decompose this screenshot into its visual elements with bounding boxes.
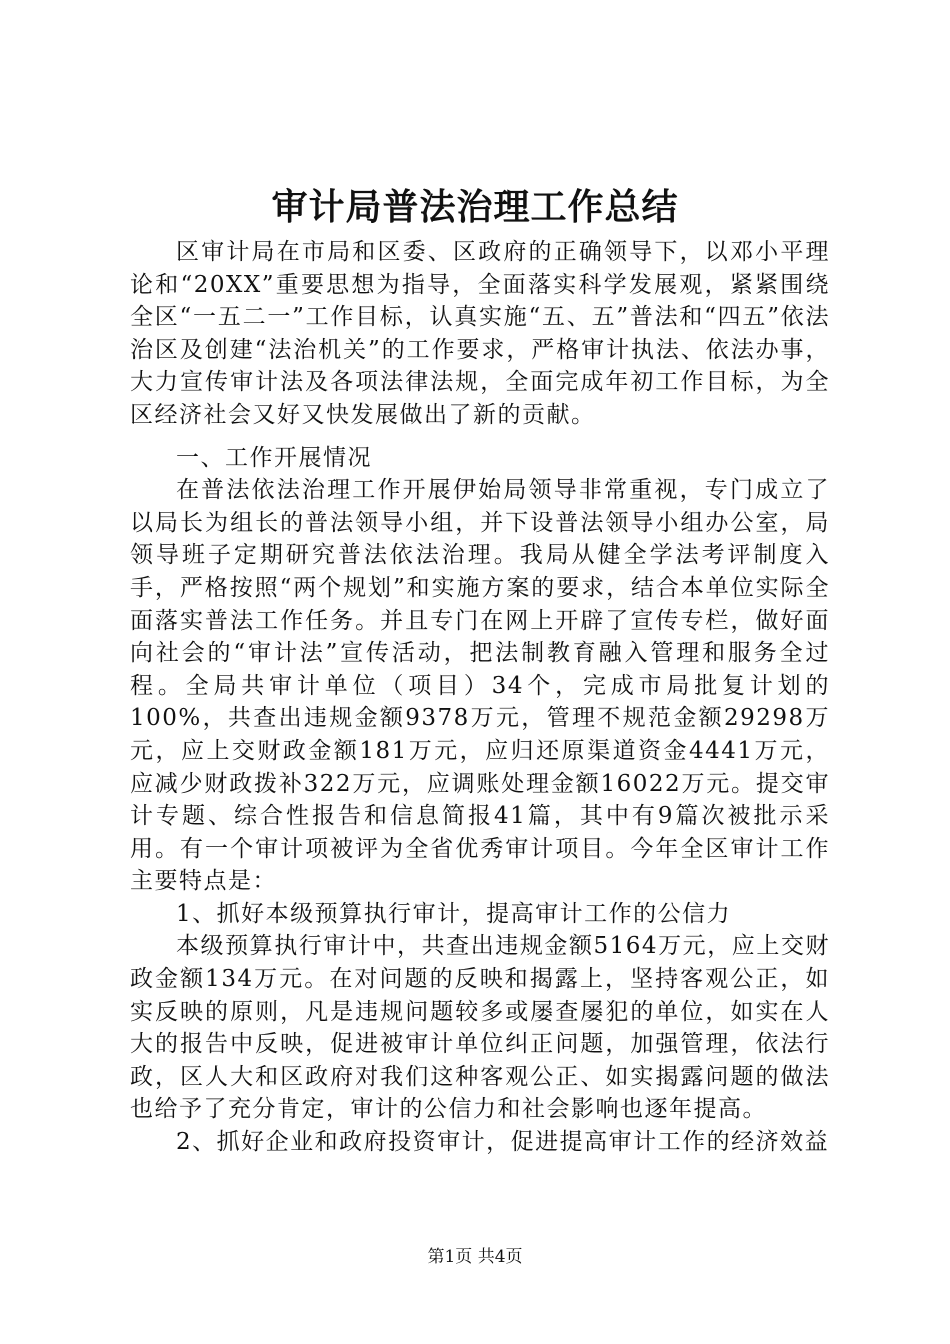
page-number-footer: 第1页 共4页: [427, 1247, 523, 1267]
budget-audit-paragraph: 本级预算执行审计中，共查出违规金额5164万元，应上交财政金额134万元。在对问题的反映和揭露上，坚持客观公正，如实反映的原则，凡是违规问题较多或屡查屡犯的单位，如实在人大的报告中反映，促进被审计单位纠正问题，加强管理，依法行政，区人大和区政府对我们这种客观公正、如实揭露问题的做法也给予了充分肯定，审计的公信力和社会影响也逐年提高。: [130, 933, 830, 1123]
work-status-paragraph: 在普法依法治理工作开展伊始局领导非常重视，专门成立了以局长为组长的普法领导小组，并下设普法领导小组办公室，局领导班子定期研究普法依法治理。我局从健全学法考评制度入手，严格按照“两个规划”和实施方案的要求，结合本单位实际全面落实普法工作任务。并且专门在网上开辟了宣传专栏，做好面向社会的“审计法”宣传活动，把法制教育融入管理和服务全过程。全局共审计单位（项目）34个，完成市局批复计划的100%，共查出违规金额9378万元，管理不规范金额29298万元，应上交财政金额181万元，应归还原渠道资金4441万元，应减少财政拨补322万元，应调账处理金额16022万元。提交审计专题、综合性报告和信息简报41篇，其中有9篇次被批示采用。有一个审计项被评为全省优秀审计项目。今年全区审计工作主要特点是：: [130, 477, 830, 895]
subheading-budget-audit: 1、抓好本级预算执行审计，提高审计工作的公信力: [176, 900, 732, 927]
subheading-investment-audit: 2、抓好企业和政府投资审计，促进提高审计工作的经济效益: [176, 1129, 830, 1156]
intro-paragraph: 区审计局在市局和区委、区政府的正确领导下，以邓小平理论和“20XX”重要思想为指导，全面落实科学发展观，紧紧围绕全区“一五二一”工作目标，认真实施“五、五”普法和“四五”依法治区及创建“法治机关”的工作要求，严格审计执法、依法办事，大力宣传审计法及各项法律法规，全面完成年初工作目标，为全区经济社会又好又快发展做出了新的贡献。: [130, 239, 830, 428]
document-title: 审计局普法治理工作总结: [271, 187, 679, 228]
document-body: [130, 236, 830, 1159]
section-heading-work-status: 一、工作开展情况: [176, 444, 372, 471]
